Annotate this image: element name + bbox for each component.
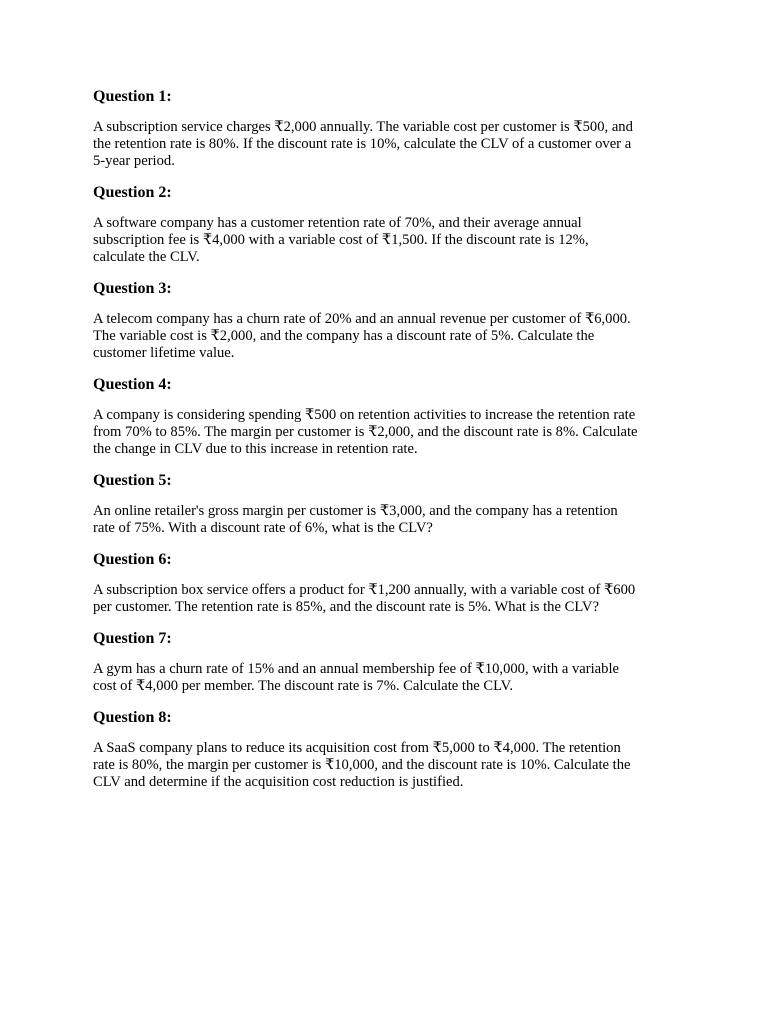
text-line: customer lifetime value. (93, 345, 235, 361)
question-title: Question 8: (93, 709, 172, 726)
question-text (93, 661, 675, 695)
question-text (93, 503, 675, 537)
text-line: A gym has a churn rate of 15% and an annual membership fee of ₹10,000, with a variable (93, 661, 619, 677)
question-title: Question 6: (93, 551, 172, 568)
text-line: A company is considering spending ₹500 on retention activities to increase the retention rate (93, 407, 636, 423)
question-text (93, 311, 675, 362)
question-title: Question 3: (93, 280, 172, 297)
question-title: Question 1: (93, 88, 172, 105)
text-line: per customer. The retention rate is 85%, and the discount rate is 5%. What is the CLV? (93, 599, 599, 615)
text-line: calculate the CLV. (93, 249, 200, 265)
text-line: An online retailer's gross margin per customer is ₹3,000, and the company has a retention (93, 503, 618, 519)
question-text (93, 407, 675, 458)
question-6 (93, 549, 675, 616)
question-text (93, 582, 675, 616)
text-line: A subscription service charges ₹2,000 annually. The variable cost per customer is ₹500, and (93, 119, 633, 135)
text-line: the retention rate is 80%. If the discount rate is 10%, calculate the CLV of a customer over a (93, 136, 632, 152)
question-title: Question 4: (93, 376, 172, 393)
text-line: A subscription box service offers a product for ₹1,200 annually, with a variable cost of ₹600 (93, 582, 636, 598)
text-line: A software company has a customer retention rate of 70%, and their average annual (93, 215, 582, 231)
question-3 (93, 278, 675, 362)
question-title: Question 5: (93, 472, 172, 489)
question-5 (93, 470, 675, 537)
text-line: from 70% to 85%. The margin per customer is ₹2,000, and the discount rate is 8%. Calculate (93, 424, 638, 440)
question-1 (93, 86, 675, 170)
text-line: 5-year period. (93, 153, 175, 169)
question-7 (93, 628, 675, 695)
question-text (93, 215, 675, 266)
text-line: The variable cost is ₹2,000, and the company has a discount rate of 5%. Calculate the (93, 328, 595, 344)
question-text (93, 740, 675, 791)
text-line: the change in CLV due to this increase in retention rate. (93, 441, 418, 457)
text-line: rate is 80%, the margin per customer is ₹10,000, and the discount rate is 10%. Calculate the (93, 757, 631, 773)
text-line: rate of 75%. With a discount rate of 6%, what is the CLV? (93, 520, 433, 536)
text-line: CLV and determine if the acquisition cost reduction is justified. (93, 774, 464, 790)
document-page (93, 86, 675, 803)
question-title: Question 7: (93, 630, 172, 647)
text-line: A telecom company has a churn rate of 20% and an annual revenue per customer of ₹6,000. (93, 311, 631, 327)
text-line: A SaaS company plans to reduce its acquisition cost from ₹5,000 to ₹4,000. The retention (93, 740, 621, 756)
question-2 (93, 182, 675, 266)
question-text (93, 119, 675, 170)
question-8 (93, 707, 675, 791)
question-4 (93, 374, 675, 458)
question-title: Question 2: (93, 184, 172, 201)
text-line: subscription fee is ₹4,000 with a variable cost of ₹1,500. If the discount rate is 12%, (93, 232, 589, 248)
text-line: cost of ₹4,000 per member. The discount rate is 7%. Calculate the CLV. (93, 678, 513, 694)
